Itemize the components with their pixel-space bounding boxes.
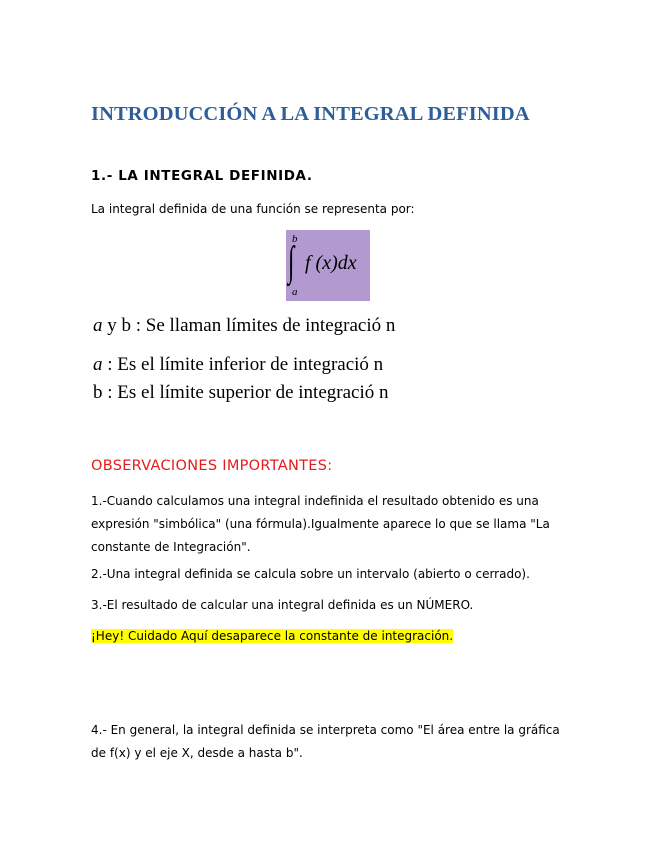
integral-formula (286, 230, 370, 301)
definition-limits-text: y b : Se llaman límites de integració n (102, 315, 396, 336)
upper-limit: b (292, 233, 298, 245)
definition-upper-text: b : Es el límite superior de integració n (93, 382, 389, 403)
page-title: INTRODUCCIÓN A LA INTEGRAL DEFINIDA (91, 103, 530, 125)
definition-limits-var: a (93, 315, 103, 336)
observation-4: 4.- En general, la integral definida se interpreta como "El área entre la gráfica de f(x) y el eje X, desde a hasta b". (91, 723, 560, 760)
section-heading: 1.- LA INTEGRAL DEFINIDA. (91, 168, 313, 184)
warning-text (91, 625, 453, 648)
observation-1: 1.-Cuando calculamos una integral indefinida el resultado obtenido es una expresión "simbólica" (una fórmula).Igualmente aparece lo que se llama "La constante de Integración". (91, 494, 550, 554)
definition-lower-text: : Es el límite inferior de integració n (102, 354, 384, 375)
observation-2: 2.-Una integral definida se calcula sobre un intervalo (abierto o cerrado). (91, 567, 530, 581)
definition-lower-var: a (93, 354, 103, 375)
observations-heading: OBSERVACIONES IMPORTANTES: (91, 458, 333, 474)
definition-upper (93, 382, 388, 404)
integral-sign: ∫ (288, 239, 295, 285)
integrand: f (x)dx (305, 252, 357, 274)
definition-lower (93, 354, 383, 376)
definition-limits (93, 315, 395, 337)
lower-limit: a (292, 286, 298, 298)
observation-3: 3.-El resultado de calcular una integral definida es un NÚMERO. (91, 598, 474, 612)
highlighted-warning: ¡Hey! Cuidado Aquí desaparece la constante de integración. (91, 629, 454, 643)
intro-text: La integral definida de una función se representa por: (91, 202, 415, 216)
